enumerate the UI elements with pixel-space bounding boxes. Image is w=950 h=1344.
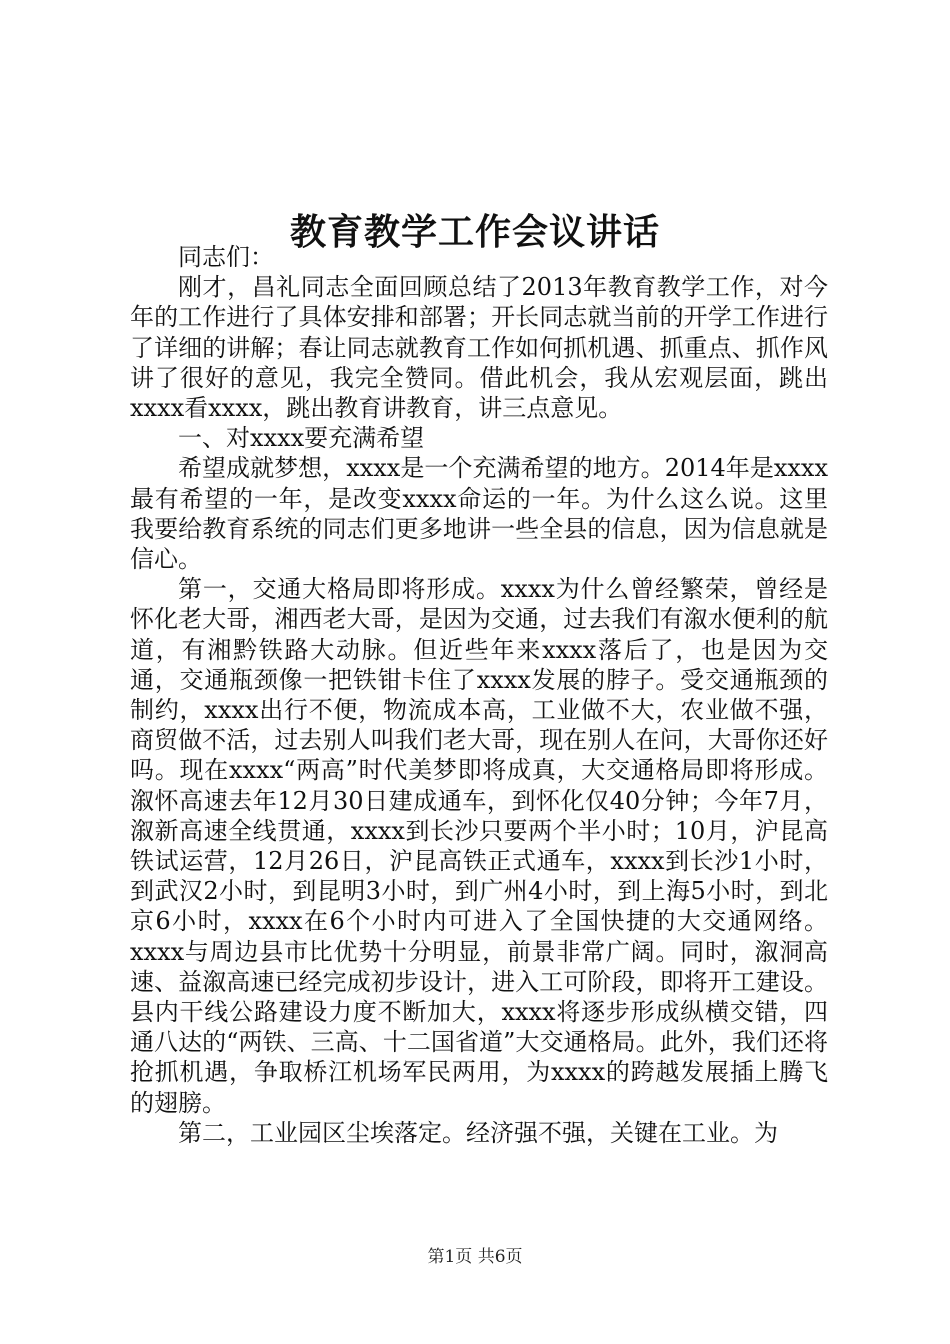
- paragraph-intro: 刚才，昌礼同志全面回顾总结了2013年教育教学工作，对今年的工作进行了具体安排和部署；开长同志就当前的开学工作进行了详细的讲解；春让同志就教育工作如何抓机遇、抓重点、抓作风讲了很好的意见，我完全赞同。借此机会，我从宏观层面，跳出xxxx看xxxx，跳出教育讲教育，讲三点意见。: [130, 273, 828, 423]
- salutation: 同志们：: [178, 243, 274, 271]
- section-heading-1: 一、对xxxx要充满希望: [178, 424, 425, 453]
- paragraph-hope: 希望成就梦想，xxxx是一个充满希望的地方。2014年是xxxx最有希望的一年，是改变xxxx命运的一年。为什么这么说。这里我要给教育系统的同志们更多地讲一些全县的信息，因为信息就是信心。: [130, 454, 828, 574]
- document-body: [130, 242, 828, 1148]
- paragraph-industry: 第二，工业园区尘埃落定。经济强不强，关键在工业。为: [178, 1118, 778, 1147]
- paragraph-transport: 第一，交通大格局即将形成。xxxx为什么曾经繁荣，曾经是怀化老大哥，湘西老大哥，是因为交通，过去我们有溆水便利的航道，有湘黔铁路大动脉。但近些年来xxxx落后了，也是因为交通，交通瓶颈像一把铁钳卡住了xxxx发展的脖子。受交通瓶颈的制约，xxxx出行不便，物流成本高，工业做不大，农业做不强，商贸做不活，过去别人叫我们老大哥，现在别人在问，大哥你还好吗。现在xxxx“两高”时代美梦即将成真，大交通格局即将形成。溆怀高速去年12月30日建成通车，到怀化仅40分钟；今年7月，溆新高速全线贯通，xxxx到长沙只要两个半小时；10月，沪昆高铁试运营，12月26日，沪昆高铁正式通车，xxxx到长沙1小时，到武汉2小时，到昆明3小时，到广州4小时，到上海5小时，到北京6小时，xxxx在6个小时内可进入了全国快捷的大交通网络。xxxx与周边县市比优势十分明显，前景非常广阔。同时，溆洞高速、益溆高速已经完成初步设计，进入工可阶段，即将开工建设。县内干线公路建设力度不断加大，xxxx将逐步形成纵横交错，四通八达的“两铁、三高、十二国省道”大交通格局。此外，我们还将抢抓机遇，争取桥江机场军民两用，为xxxx的跨越发展插上腾飞的翅膀。: [130, 575, 828, 1117]
- page-footer: 第1页 共6页: [427, 1247, 523, 1267]
- document-title: 教育教学工作会议讲话: [289, 211, 660, 254]
